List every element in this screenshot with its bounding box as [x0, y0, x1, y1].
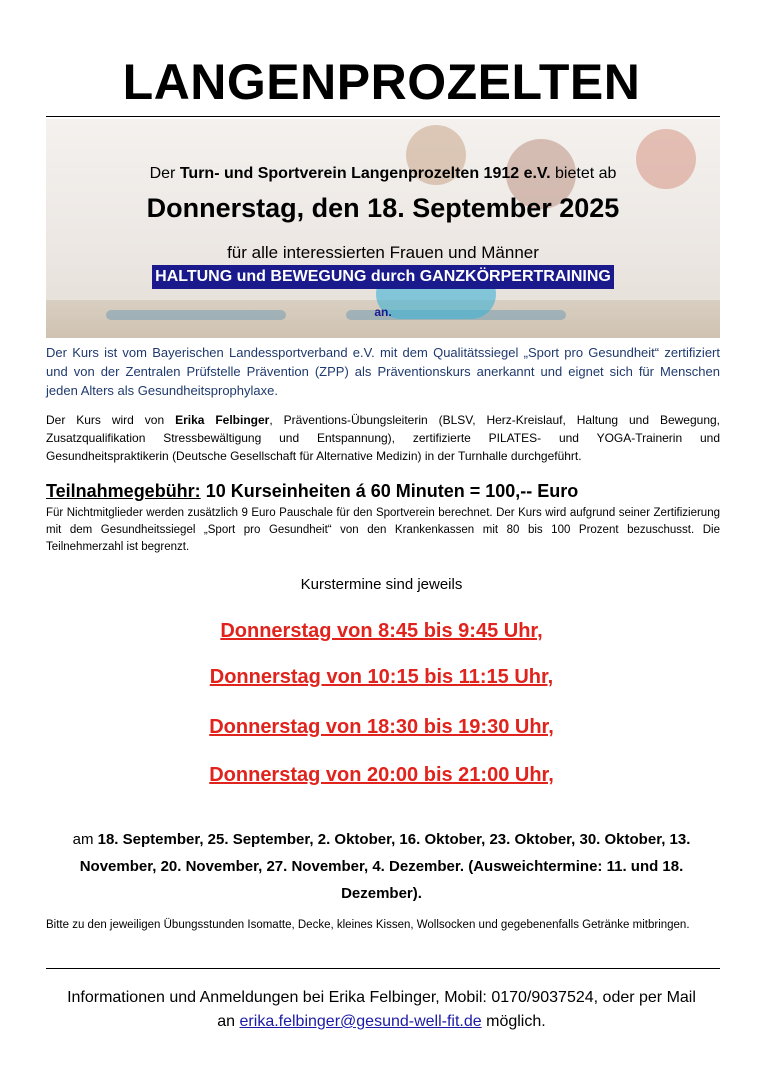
time-slot: Donnerstag von 20:00 bis 21:00 Uhr, [209, 764, 554, 786]
course-dates: am 18. September, 25. September, 2. Oktober, 16. Oktober, 23. Oktober, 30. Oktober, 13. November, 20. November, 27. November, 4. Dezember. (Ausweichtermine: 11. und 18. Dezember). [72, 831, 691, 902]
contact-line: Informationen und Anmeldungen bei Erika Felbinger, Mobil: 0170/9037524, oder per Mail [67, 989, 696, 1006]
audience-text: für alle interessierten Frauen und Männer [227, 243, 539, 262]
time-slot: Donnerstag von 18:30 bis 19:30 Uhr, [209, 716, 554, 738]
contact-email-line: an erika.felbinger@gesund-well-fit.de möglich. [217, 1013, 546, 1030]
instructor-paragraph: Der Kurs wird von Erika Felbinger, Präventions-Übungsleiterin (BLSV, Herz-Kreislauf, Haltung und Bewegung, Zusatzqualifikation Stressbewältigung und Entspannung), zertifizierte PILATES- und YOGA-Trainerin und Gesundheitspraktikerin (Deutsche Gesellschaft für Alternative Medizin) in der Turnhalle durchgeführt. [46, 413, 720, 463]
an-text: an. [374, 305, 392, 319]
course-title: HALTUNG und BEWEGUNG durch GANZKÖRPERTRAINING [46, 265, 720, 289]
top-divider [46, 116, 720, 117]
hero-banner [46, 119, 720, 338]
club-intro: Der Turn- und Sportverein Langenprozelten 1912 e.V. bietet ab [149, 165, 617, 182]
fee-heading: Teilnahmegebühr: 10 Kurseinheiten á 60 Minuten = 100,-- Euro [46, 481, 579, 501]
time-slot: Donnerstag von 10:15 bis 11:15 Uhr, [209, 666, 554, 688]
page-title: LANGENPROZELTEN [122, 54, 641, 110]
schedule-intro: Kurstermine sind jeweils [300, 576, 463, 593]
bring-along-note: Bitte zu den jeweiligen Übungsstunden Isomatte, Decke, kleines Kissen, Wollsocken und gegebenenfalls Getränke mitbringen. [46, 919, 690, 931]
time-slot: Donnerstag von 8:45 bis 9:45 Uhr, [220, 620, 543, 642]
email-link[interactable]: erika.felbinger@gesund-well-fit.de [239, 1013, 482, 1030]
bottom-divider [46, 968, 720, 969]
start-date-headline: Donnerstag, den 18. September 2025 [146, 193, 620, 223]
fee-details: Für Nichtmitglieder werden zusätzlich 9 Euro Pauschale für den Sportverein berechnet. Der Kurs wird aufgrund seiner Zertifizierung mit dem Gesundheitssiegel „Sport pro Gesundheit“ von den Krankenkassen mit 80 bis 100 Prozent bezuschusst. Die Teilnehmerzahl ist begrenzt. [46, 507, 720, 553]
certification-paragraph: Der Kurs ist vom Bayerischen Landessportverband e.V. mit dem Qualitätssiegel „Sport pro Gesundheit“ zertifiziert und von der Zentralen Prüfstelle Prävention (ZPP) als Präventionskurs anerkannt und eignet sich für Menschen jeden Alters als Gesundheitsprophylaxe. [46, 345, 720, 398]
contact-info [0, 986, 763, 1034]
